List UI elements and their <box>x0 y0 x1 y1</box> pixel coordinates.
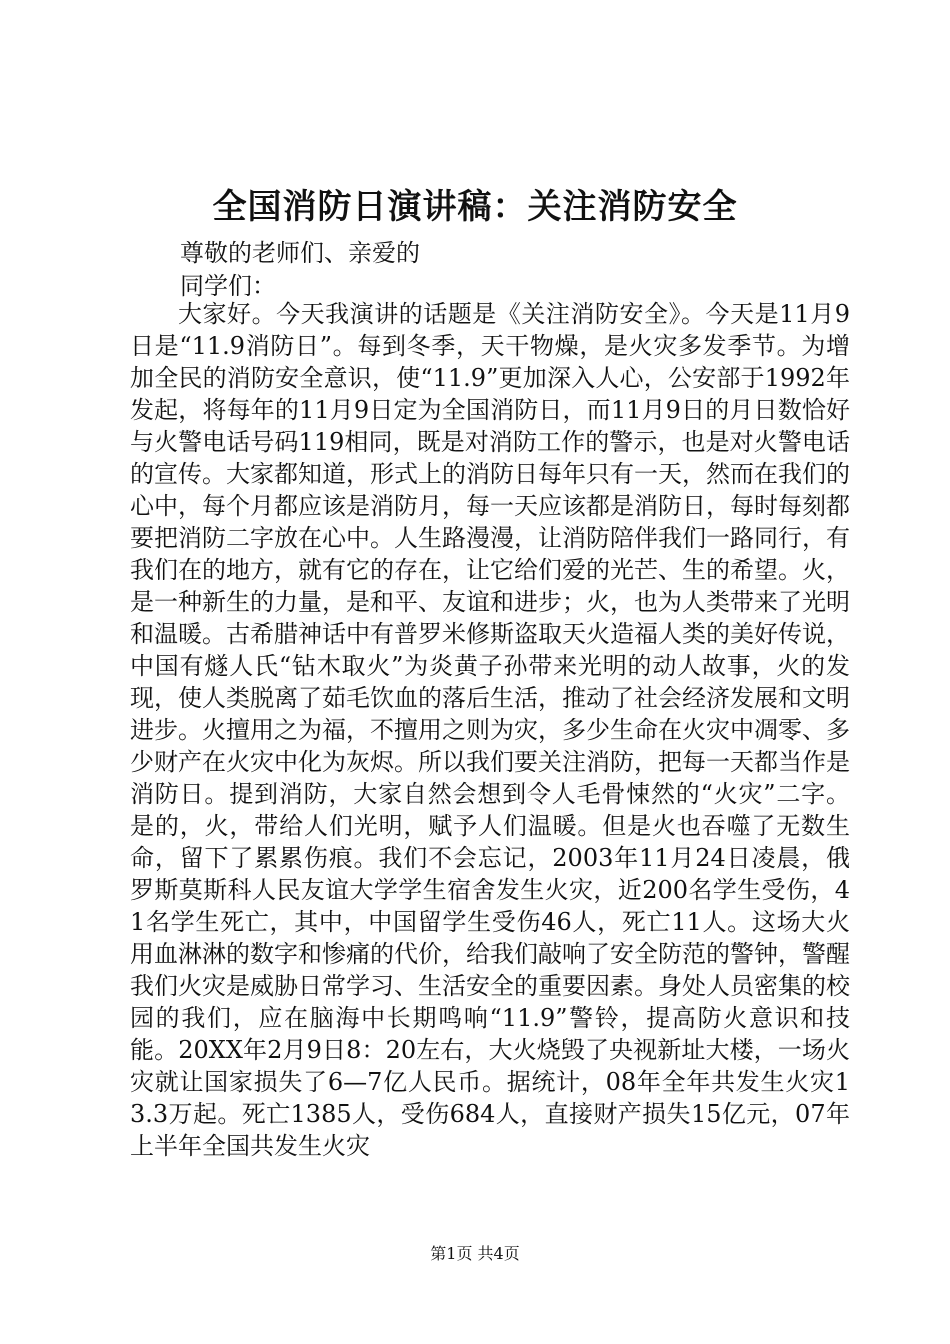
document-title: 全国消防日演讲稿：关注消防安全 <box>212 187 738 227</box>
body-paragraph: 大家好。今天我演讲的话题是《关注消防安全》。今天是11月9日是“11.9消防日”。每到冬季，天干物燥，是火灾多发季节。为增加全民的消防安全意识，使“11.9”更加深入人心，公安部于1992年发起，将每年的11月9日定为全国消防日，而11月9日的月日数恰好与火警电话号码119相同，既是对消防工作的警示，也是对火警电话的宣传。大家都知道，形式上的消防日每年只有一天，然而在我们的心中，每个月都应该是消防月，每一天应该都是消防日，每时每刻都要把消防二字放在心中。人生路漫漫，让消防陪伴我们一路同行，有我们在的地方，就有它的存在，让它给们爱的光芒、生的希望。火，是一种新生的力量，是和平、友谊和进步；火，也为人类带来了光明和温暖。古希腊神话中有普罗米修斯盗取天火造福人类的美好传说，中国有燧人氏“钻木取火”为炎黄子孙带来光明的动人故事，火的发现，使人类脱离了茹毛饮血的落后生活，推动了社会经济发展和文明进步。火擅用之为福，不擅用之则为灾，多少生命在火灾中凋零、多少财产在火灾中化为灰烬。所以我们要关注消防，把每一天都当作是消防日。提到消防，大家自然会想到令人毛骨悚然的“火灾”二字。是的，火，带给人们光明，赋予人们温暖。但是火也吞噬了无数生命，留下了累累伤痕。我们不会忘记，2003年11月24日凌晨，俄罗斯莫斯科人民友谊大学学生宿舍发生火灾，近200名学生受伤，41名学生死亡，其中，中国留学生受伤46人，死亡11人。这场大火用血淋淋的数字和惨痛的代价，给我们敲响了安全防范的警钟，警醒我们火灾是威胁日常学习、生活安全的重要因素。身处人员密集的校园的我们，应在脑海中长期鸣响“11.9”警铃，提高防火意识和技能。20XX年2月9日8：20左右，大火烧毁了央视新址大楼，一场火灾就让国家损失了6—7亿人民币。据统计，08年全年共发生火灾13.3万起。死亡1385人，受伤684人，直接财产损失15亿元，07年上半年全国共发生火灾 <box>130 300 850 1160</box>
greeting-line-2: 同学们： <box>180 272 276 300</box>
page-number-footer: 第1页 共4页 <box>430 1244 520 1263</box>
greeting-line-1: 尊敬的老师们、亲爱的 <box>180 239 420 267</box>
